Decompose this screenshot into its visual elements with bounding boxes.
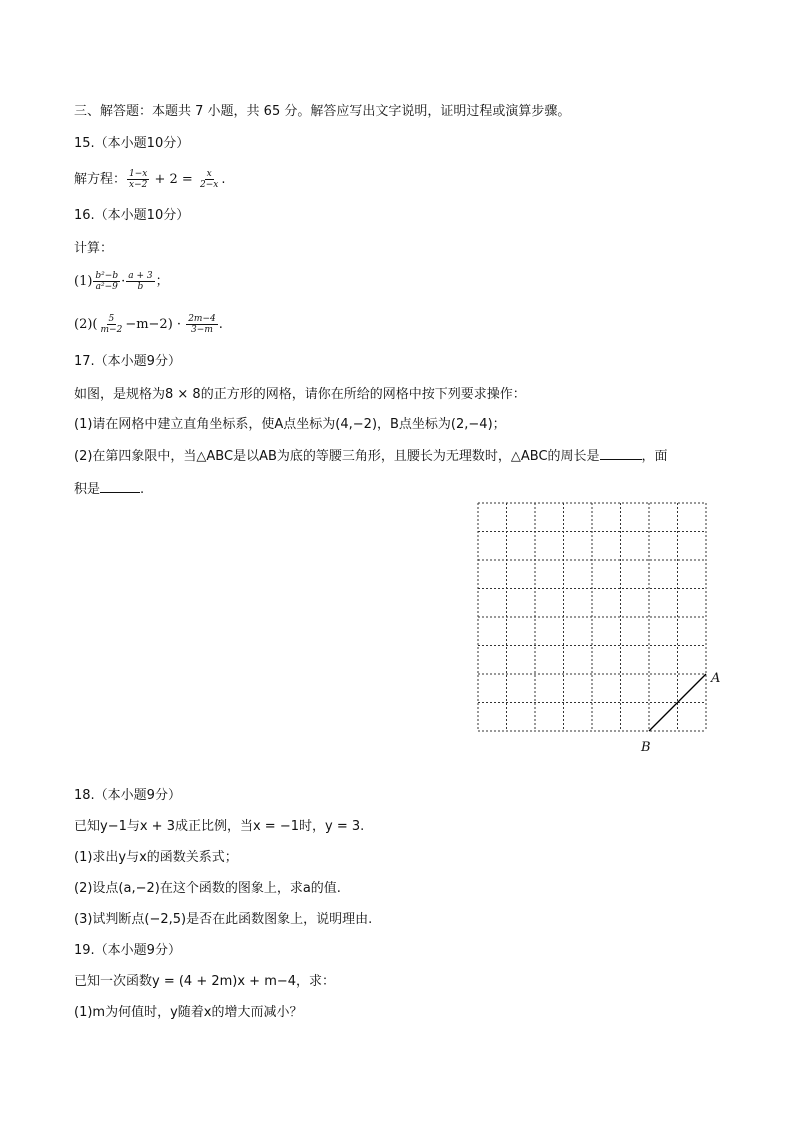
point-a-label: A [711,671,721,686]
q16-p2-label: (2)( [74,317,98,332]
q19-title: 19.（本小题9分） [74,943,181,958]
q16-p2-fraction-2: $\frac{2m-4}{3-m}$ [188,314,216,335]
q17-p2-text: (2)在第四象限中，当△ABC是以AB为底的等腰三角形，且腰长为无理数时，△ABC的周长是 [74,449,600,464]
q16-p2-fraction-1: $\frac{5}{m-2}$ [100,314,123,335]
q16-p1-fraction-1: $\frac{\text{b²−b}}{\text{a²−9}}$ [95,271,119,292]
section-header: 三、解答题：本题共 7 小题，共 65 分。解答应写出文字说明，证明过程或演算步骤。 [74,104,571,119]
q17-p2-suffix: ，面 [641,449,668,464]
q17-part-2-cont [74,480,144,499]
q15-end: . [221,172,226,187]
q16-p1-dot: · [121,274,126,289]
q16-p1-fraction-2: $\frac{a + 3}{b}$ [128,271,153,292]
grid-lines [478,503,706,731]
q16-p1-label: (1) [74,274,93,289]
q19-intro: 已知一次函数y = (4 + 2m)x + m−4，求： [74,974,336,989]
q17-intro: 如图，是规格为8 × 8的正方形的网格，请你在所给的网格中按下列要求操作： [74,387,526,402]
q18-part-2: (2)设点(a,−2)在这个函数的图象上，求a的值. [74,881,341,896]
q18-title: 18.（本小题9分） [74,788,181,803]
q16-part-1 [74,270,169,294]
q15-equation [74,168,225,192]
q15-fraction-2: $\frac{x}{2-x}$ [199,169,219,190]
square-grid-figure [470,496,730,758]
q16-p1-end: ； [155,274,169,289]
q16-p2-middle: −m−2) · [125,317,182,332]
q16-part-2 [74,313,223,337]
q15-fraction-1: $\frac{1-x}{x-2}$ [129,169,148,190]
q17-part-1: (1)请在网格中建立直角坐标系，使A点坐标为(4,−2)，B点坐标为(2,−4)； [74,417,506,432]
q17-part-2 [74,447,668,466]
q15-middle: + 2 = [154,172,193,187]
answer-blank-area[interactable] [100,480,140,493]
q16-title: 16.（本小题10分） [74,208,190,223]
q18-intro: 已知y−1与x + 3成正比例，当x = −1时，y = 3. [74,819,365,834]
q15-title: 15.（本小题10分） [74,136,190,151]
q19-part-1: (1)m为何值时，y随着x的增大而减小？ [74,1005,303,1020]
answer-blank-perimeter[interactable] [600,447,642,460]
q18-part-3: (3)试判断点(−2,5)是否在此函数图象上，说明理由. [74,912,373,927]
q16-p2-end: . [218,317,223,332]
segment-ab [649,674,706,731]
q16-prompt: 计算： [74,241,114,256]
q18-part-1: (1)求出y与x的函数关系式； [74,850,238,865]
q17-p2-end: . [140,482,145,497]
q17-p2-area-label: 积是 [74,482,101,497]
q15-prompt: 解方程： [74,172,127,187]
q17-title: 17.（本小题9分） [74,354,181,369]
point-b-label: B [641,740,651,755]
